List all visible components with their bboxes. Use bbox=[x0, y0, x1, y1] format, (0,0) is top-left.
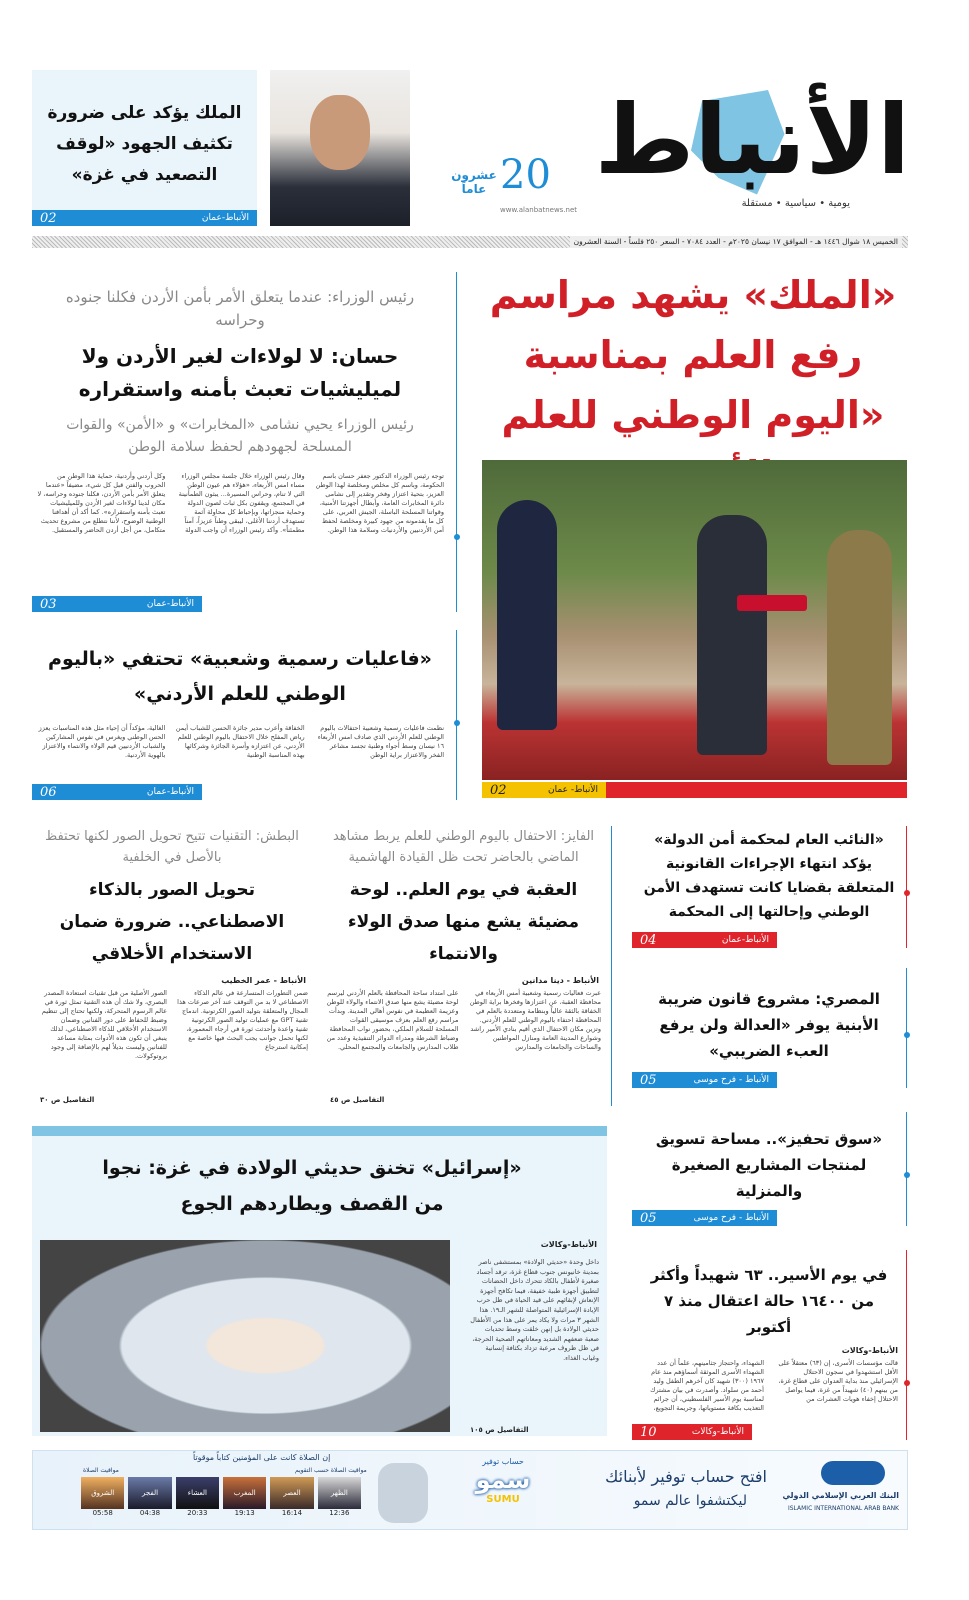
portrait-face bbox=[310, 95, 370, 170]
events-source: الأنباط-عمان bbox=[146, 787, 194, 797]
prayer-times bbox=[81, 1477, 361, 1527]
sumu-logo bbox=[443, 1457, 563, 1525]
ad-line-1: افتح حساب توفير لأبنائك bbox=[605, 1467, 767, 1486]
tax-source: الأنباط - فرح موسى bbox=[693, 1075, 769, 1085]
prayer-name: الظهر bbox=[318, 1477, 361, 1509]
prisoner-col-1: قالت مؤسسات الأسرى، إن (٦٣) معتقلاً على الأقل استشهدوا في سجون الاحتلال الإسرائيلي منذ بداية العدوان على قطاع غزة، من بينهم (٤٠) شهيداً من غزة، فيما يواصل الاحتلال إخفاء هويات العشرات من bbox=[778, 1359, 898, 1403]
masthead-tagline: يومية • سياسية • مستقلة bbox=[741, 198, 850, 209]
masthead-logo: الأنباط bbox=[594, 84, 910, 196]
top-story-source: الأنباط-عمان bbox=[201, 213, 249, 223]
prisoner-source: الأنباط-وكالات bbox=[691, 1427, 744, 1437]
top-story-footer bbox=[32, 210, 257, 226]
events-story[interactable] bbox=[32, 630, 457, 800]
figure-soldier bbox=[827, 530, 892, 765]
prisoner-story[interactable] bbox=[632, 1250, 907, 1440]
prayer-label-left: مواقيت الصلاة bbox=[83, 1467, 119, 1474]
prosecutor-headline: «النائب العام لمحكمة أمن الدولة» يؤكد انتهاء الإجراءات القانونية المتعلقة بقضايا كانت تستهدف الأمن الوطني وإحالتها إلى المحكمة bbox=[643, 832, 895, 920]
bank-logo-icon bbox=[821, 1461, 885, 1485]
flag-ceremony-photo bbox=[482, 460, 907, 780]
tax-marker-dot bbox=[904, 1032, 910, 1038]
lead-source: الأنباط- عمان bbox=[548, 785, 598, 795]
anniversary-number: 20 bbox=[500, 152, 551, 198]
tax-headline: المصري: مشروع قانون ضريبة الأبنية يوفر «العدالة ولن يرفع العبء الضريبي» bbox=[658, 990, 880, 1060]
bank-name-en: ISLAMIC INTERNATIONAL ARAB BANK bbox=[787, 1505, 899, 1512]
prisoner-page: 10 bbox=[640, 1424, 657, 1440]
ai-col-1: ضمن التطورات المتسارعة في عالم الذكاء الاصطناعي لا بد من التوقف عند آخر صرعات هذا المجال والمتعلقة بتوليد الصور الكرتونية. اندماج تقنية GPT مع عمليات توليد الصور الكرتونية تقنية واعدة وأحدثت ثورة في أرجاء المعمورة، لكنها تحمل جوانب يجب البحث فيها خاصة مع إمكانية استرجاع bbox=[177, 989, 308, 1051]
robot-mascot-icon bbox=[378, 1463, 428, 1523]
figure-crown-prince bbox=[497, 500, 557, 730]
aqaba-byline: الأنباط - دينا مدانين bbox=[521, 976, 599, 985]
figure-king bbox=[697, 515, 767, 755]
prayer-time: 04:38 bbox=[139, 1509, 161, 1517]
prisoner-byline: الأنباط-وكالات bbox=[841, 1346, 898, 1355]
ai-quote: البطش: التقنيات تتيح تحويل الصور لكنها تحتفظ بالأصل في الخلفية bbox=[45, 829, 299, 865]
events-col-2: الخفاقة وأعرب مدير جائزة الحسن للشباب أيمن رياض المفلح خلال الاحتفال باليوم الوطني للعلم الأردني، عن اعتزازه وأسرة الجائزة وشركائها بهذه المناسبة الوطنية bbox=[175, 724, 305, 759]
ad-line-2: ليكتشفوا عالم سمو bbox=[633, 1493, 747, 1509]
bank-name-ar: البنك العربي الإسلامي الدولي bbox=[782, 1491, 899, 1500]
pm-story[interactable] bbox=[32, 272, 457, 612]
prosecutor-marker-dot bbox=[904, 890, 910, 896]
aqaba-col-1: عبرت فعاليات رسمية وشعبية أمس الأربعاء في محافظة العقبة، عن اعتزازها وفخرها براية الوطن الخفاقة بالثقة عالياً وبنظامة ومتعددة بالعلم في المحافظة احتفاء باليوم الوطني للعلم الأردني. وتزين مكان الاحتفال الذي أقيم بنادي الأمير راشد وشوارع المدينة العامة ومنازل المواطنين والساحات والجامعات والمدارس bbox=[469, 989, 601, 1051]
lead-headline[interactable]: «الملك» يشهد مراسم رفع العلم بمناسبة «اليوم الوطني للعلم bbox=[489, 273, 897, 437]
website: www.alanbatnews.net bbox=[500, 206, 578, 214]
ai-story[interactable] bbox=[32, 826, 312, 1106]
market-source: الأنباط - فرح موسى bbox=[693, 1213, 769, 1223]
market-page: 05 bbox=[640, 1210, 657, 1226]
prisoner-marker-dot bbox=[904, 1380, 910, 1386]
prayer-time: 16:14 bbox=[281, 1509, 303, 1517]
prayer-name: الفجر bbox=[128, 1477, 171, 1509]
top-story[interactable] bbox=[32, 70, 412, 228]
prisoner-col-2: الشهداء، واحتجاز جثامينهم، علماً أن عدد الشهداء الأسرى الموثقة أسماؤهم منذ عام ١٩٦٧ (٣٠٠) شهيد كان آخرهم الطفل وليد أحمد من سلواد. وأصدرت في بيان مشترك لمناسبة يوم الأسير الفلسطيني، أن جرائم التعذيب بكافة مستوياتها، وجريمة التجويع، bbox=[650, 1359, 764, 1412]
dateline-text: الخميس ١٨ شوال ١٤٤٦ هـ - الموافق ١٧ نيسان ٢٠٢٥م - العدد ٧٠٨٤ - السعر ٢٥٠ فلساً - السنة العشرون bbox=[570, 236, 902, 248]
sumu-top: حساب توفير bbox=[482, 1457, 524, 1466]
pm-headline: حسان: لا لولاءات لغير الأردن ولا لميليشيات تعبث بأمنه واستقراره bbox=[78, 344, 402, 401]
aqaba-story[interactable] bbox=[322, 826, 612, 1106]
newborn-photo bbox=[40, 1240, 450, 1432]
prayer-slot bbox=[318, 1477, 361, 1527]
pm-page: 03 bbox=[40, 596, 57, 612]
prisoner-footer bbox=[632, 1424, 752, 1440]
gaza-byline: الأنباط-وكالات bbox=[540, 1240, 597, 1249]
market-marker-dot bbox=[904, 1172, 910, 1178]
gaza-body: داخل وحدة «حديثي الولادة» بمستشفى ناصر بمدينة خانيونس جنوب قطاع غزة، ترقد أجساد صغيرة لأطفال بالكاد تتحرك داخل الحضانات لتطبيق أجهزة طبية خفيفة، فيما تكافح أجهزة الإنعاش لإبقائهم على قيد الحياة في ظل حرب الإبادة الإسرائيلية المتواصلة للشهر الـ١٩. هذا الشهر ٣ مرات ولا يكاد يمر على هذا من الأطفال حديثي الولادة بل إنهن خلقت وسط تحديات صعبة ضعفهم الشديد ومعاناتهم الصحية الحرجة، في ظل ظروف مرعبة تزداد بكثافة إنسانية وغياب الغذاء. bbox=[470, 1258, 599, 1362]
prayer-slot bbox=[128, 1477, 171, 1527]
pm-body bbox=[32, 458, 448, 535]
aqaba-body bbox=[322, 987, 605, 1052]
prisoner-headline: في يوم الأسير.. ٦٣ شهيداً وأكثر من ١٦٤٠٠ حالة اعتقال منذ ٧ أكتوبر bbox=[650, 1266, 888, 1336]
prisoner-body bbox=[632, 1357, 906, 1413]
ai-col-2: الصور الأصلية من قبل تقنيات استعادة المصدر البصري، ولا شك أن هذه التقنية تمثل ثورة في عالم الرسوم المتحركة، ولكنها تحتاج إلى تنظيم وضبط للحفاظ على دور الفنانين وضمان الاستخدام الأخلاقي للذكاء الاصطناعي، لذلك ينبغي أن تكون هذه الأدوات بمثابة مساعد للفنانين وليست بديلاً لهم بالإضافة إلى وجود بروتوكولات. bbox=[41, 989, 167, 1060]
market-story[interactable] bbox=[632, 1112, 907, 1226]
events-footer bbox=[32, 784, 202, 800]
events-body bbox=[32, 712, 448, 760]
lead-footer bbox=[482, 782, 606, 798]
prayer-slot bbox=[270, 1477, 313, 1527]
pm-footer bbox=[32, 596, 202, 612]
ai-continued[interactable]: التفاصيل ص ٣٠ bbox=[40, 1096, 95, 1104]
prayer-slot bbox=[176, 1477, 219, 1527]
market-footer bbox=[632, 1210, 777, 1226]
prayer-time: 20:33 bbox=[187, 1509, 208, 1517]
prayer-time: 05:58 bbox=[92, 1509, 113, 1517]
events-col-3: الغالية، مؤكداً أن إحياء مثل هذه المناسبات يعزز الحس الوطني ويغرس في نفوس المشاركين والشباب الأردنيين قيم الولاء والانتماء والاعتزاز بالهوية الأردنية. bbox=[38, 724, 166, 759]
prayer-label-right: مواقيت الصلاة حسب التقويم bbox=[295, 1467, 367, 1474]
aqaba-continued[interactable]: التفاصيل ص ٤٥ bbox=[330, 1096, 385, 1104]
top-story-card bbox=[32, 70, 257, 226]
prayer-slot bbox=[81, 1477, 124, 1527]
prayer-quote: إن الصلاة كانت على المؤمنين كتاباً موقوتاً bbox=[193, 1453, 331, 1462]
pm-col-3: وكل أردني وأردنية، حماية هذا الوطن من الحروب والفتن قبل كل شيء، مضيفاً «عندما يتعلق الأمر بأمن الأردن، فكلنا جنوده وحراسه، لا مكان لدينا لولاءات لغير الأردن وللميليشيات تعبث بأمنه واستقراره». كما أكد أن أهدافنا الوطنية الوضوح، لأننا نتطلع من مشروع تحديث متكامل، من أجل أردن الحاضر والمستقبل. bbox=[37, 472, 166, 534]
pm-col-1: توجه رئيس الوزراء الدكتور جعفر حسان باسم الحكومة، وباسم كل مخلص ومخلصة لهذا الوطن العزيز، بتحية اعتزاز وفخر وتقدير إلى نشامى دائرة المخابرات العامة، وأبطال أجهزتنا الأمنية، وقواتنا المسلحة الباسلة، الجيش العربي، على كل ما يقدمونه من جهود كبيرة ومخلصة لحفظ أمن الأردنيين والأردنيات وسلامة هذا الوطن. bbox=[315, 472, 444, 534]
king-portrait-photo bbox=[270, 70, 410, 226]
lead-page: 02 bbox=[490, 782, 507, 798]
sumu-en: SUMU bbox=[486, 1494, 520, 1505]
prayer-name: العصر bbox=[270, 1477, 313, 1509]
top-story-page: 02 bbox=[40, 210, 57, 226]
prosecutor-footer bbox=[632, 932, 777, 948]
prayer-slot bbox=[223, 1477, 266, 1527]
lead-footer-red bbox=[606, 782, 907, 798]
events-marker-dot bbox=[454, 720, 460, 726]
masthead bbox=[440, 80, 940, 230]
prosecutor-page: 04 bbox=[640, 932, 657, 948]
prayer-name: العشاء bbox=[176, 1477, 219, 1509]
ai-byline: الأنباط - عمر الخطيب bbox=[221, 976, 306, 985]
gaza-headline: «إسرائيل» تخنق حديثي الولادة في غزة: نجوا من القصف ويطاردهم الجوع bbox=[102, 1157, 522, 1215]
prosecutor-story[interactable] bbox=[632, 826, 907, 948]
prayer-name: المغرب bbox=[223, 1477, 266, 1509]
pm-source: الأنباط-عمان bbox=[146, 599, 194, 609]
prayer-time: 19:13 bbox=[234, 1509, 255, 1517]
top-story-headline: الملك يؤكد على ضرورة تكثيف الجهود «لوقف التصعيد في غزة» bbox=[47, 103, 242, 185]
aqaba-col-2: على امتداد ساحة المحافظة بالعلم الأردني ليرسم لوحة مضيئة يشع منها صدق الانتماء والولاء للوطن وعزيمة العظيمة في نفوس أهالي المدينة. وبدأت مراسم رفع العلم بعزف موسيقى القوات المسلحة للسلام الملكي، بحضور نواب المحافظة وضباط الشرطة ومدراء الدوائر التنفيذية وعدد من طلاب المدارس والجامعات والمجتمع المحلي. bbox=[326, 989, 459, 1051]
gaza-story[interactable] bbox=[32, 1126, 607, 1436]
tax-footer bbox=[632, 1072, 777, 1088]
prayer-name: الشروق bbox=[81, 1477, 124, 1509]
gaza-continued[interactable]: التفاصيل ص ١٠٥ bbox=[470, 1426, 529, 1434]
folded-flag bbox=[737, 595, 807, 611]
aqaba-quote: الفايز: الاحتفال باليوم الوطني للعلم يربط مشاهد الماضي بالحاضر تحت ظل القيادة الهاشمية bbox=[332, 829, 595, 865]
events-col-1: نظمت فاعليات رسمية وشعبية احتفالات باليوم الوطني للعلم الأردني الذي صادف امس الأربعاء ١٦ نيسان وسط أجواء وطنية تجسد مشاعر الفخر والاعتزاز براية الوطن bbox=[317, 724, 444, 759]
market-headline: «سوق تحفيز».. مساحة تسويق لمنتجات المشاريع الصغيرة والمنزلية bbox=[655, 1130, 883, 1200]
sumu-ar: سمو bbox=[475, 1466, 531, 1494]
aqaba-headline: العقبة في يوم العلم.. لوحة مضيئة يشع منها صدق الولاء والانتماء bbox=[347, 880, 580, 964]
tax-story[interactable] bbox=[632, 968, 907, 1088]
tax-page: 05 bbox=[640, 1072, 657, 1088]
anniversary-text: عشرون عاماً bbox=[451, 168, 497, 196]
pm-quote-1: رئيس الوزراء: عندما يتعلق الأمر بأمن الأردن فكلنا جنوده وحراسه bbox=[65, 288, 415, 329]
pm-marker-dot bbox=[454, 534, 460, 540]
pm-quote-2: رئيس الوزراء يحيي نشامى «المخابرات» و «الأمن» والقوات المسلحة لجهودهم لحفظ سلامة الوطن bbox=[66, 417, 414, 455]
ai-body bbox=[32, 987, 312, 1061]
bank-ad-banner[interactable] bbox=[32, 1450, 908, 1530]
dateline-bar bbox=[32, 236, 908, 248]
prayer-time: 12:36 bbox=[329, 1509, 350, 1517]
ai-headline: تحويل الصور بالذكاء الاصطناعي.. ضرورة ضمان الاستخدام الأخلاقي bbox=[59, 880, 285, 964]
prosecutor-source: الأنباط-عمان bbox=[721, 935, 769, 945]
events-headline: «فاعليات رسمية وشعبية» تحتفي «باليوم الوطني للعلم الأردني» bbox=[48, 648, 432, 705]
pm-col-2: وقال رئيس الوزراء خلال جلسة مجلس الوزراء مساء امس الأربعاء، «هؤلاء هم عيون الوطن التي لا تنام، وحراس المسيرة... يبثون الطمأنينة في المجتمع، ويقفون بكل ثبات لصون الدولة وحماية منجزاتها، وبإحباط كل محاولة آثمة تستهدف أردننا الأغلى، ليبقى وطناً عزيزاً، آمناً مطمئناً». وأكد رئيس الوزراء أن واجب الدولة bbox=[178, 472, 305, 534]
events-page: 06 bbox=[40, 784, 57, 800]
